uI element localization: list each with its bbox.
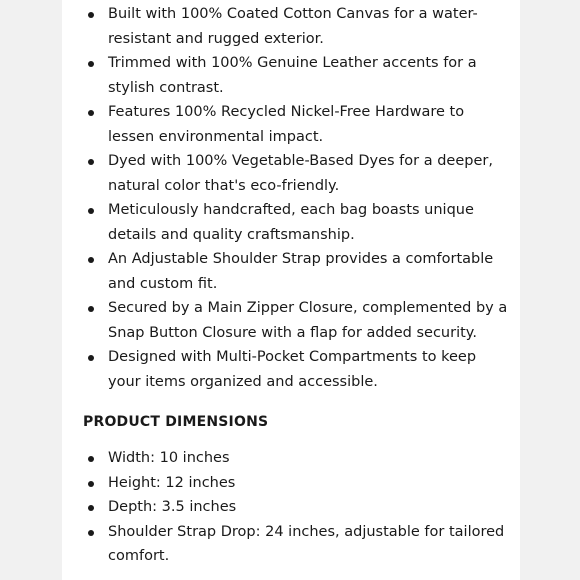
- feature-item-strap: An Adjustable Shoulder Strap provides a comfortable and custom fit.: [83, 247, 513, 296]
- features-list: [83, 2, 513, 394]
- product-description-page: [62, 0, 520, 580]
- feature-item-closure: Secured by a Main Zipper Closure, complemented by a Snap Button Closure with a flap for added security.: [83, 296, 513, 345]
- dimension-item-strap-drop: Shoulder Strap Drop: 24 inches, adjustable for tailored comfort.: [83, 520, 513, 569]
- feature-item-canvas: Built with 100% Coated Cotton Canvas for a water-resistant and rugged exterior.: [83, 2, 513, 51]
- product-dimensions-heading: PRODUCT DIMENSIONS: [83, 414, 269, 430]
- dimension-item-width: Width: 10 inches: [83, 446, 513, 471]
- dimensions-list: [83, 446, 513, 569]
- feature-item-hardware: Features 100% Recycled Nickel-Free Hardware to lessen environmental impact.: [83, 100, 513, 149]
- feature-item-pockets: Designed with Multi-Pocket Compartments to keep your items organized and accessible.: [83, 345, 513, 394]
- feature-item-leather: Trimmed with 100% Genuine Leather accents for a stylish contrast.: [83, 51, 513, 100]
- feature-item-dyes: Dyed with 100% Vegetable-Based Dyes for a deeper, natural color that's eco-friendly.: [83, 149, 513, 198]
- dimension-item-height: Height: 12 inches: [83, 471, 513, 496]
- product-description-content: [83, 0, 513, 569]
- feature-item-handcrafted: Meticulously handcrafted, each bag boasts unique details and quality craftsmanship.: [83, 198, 513, 247]
- dimension-item-depth: Depth: 3.5 inches: [83, 495, 513, 520]
